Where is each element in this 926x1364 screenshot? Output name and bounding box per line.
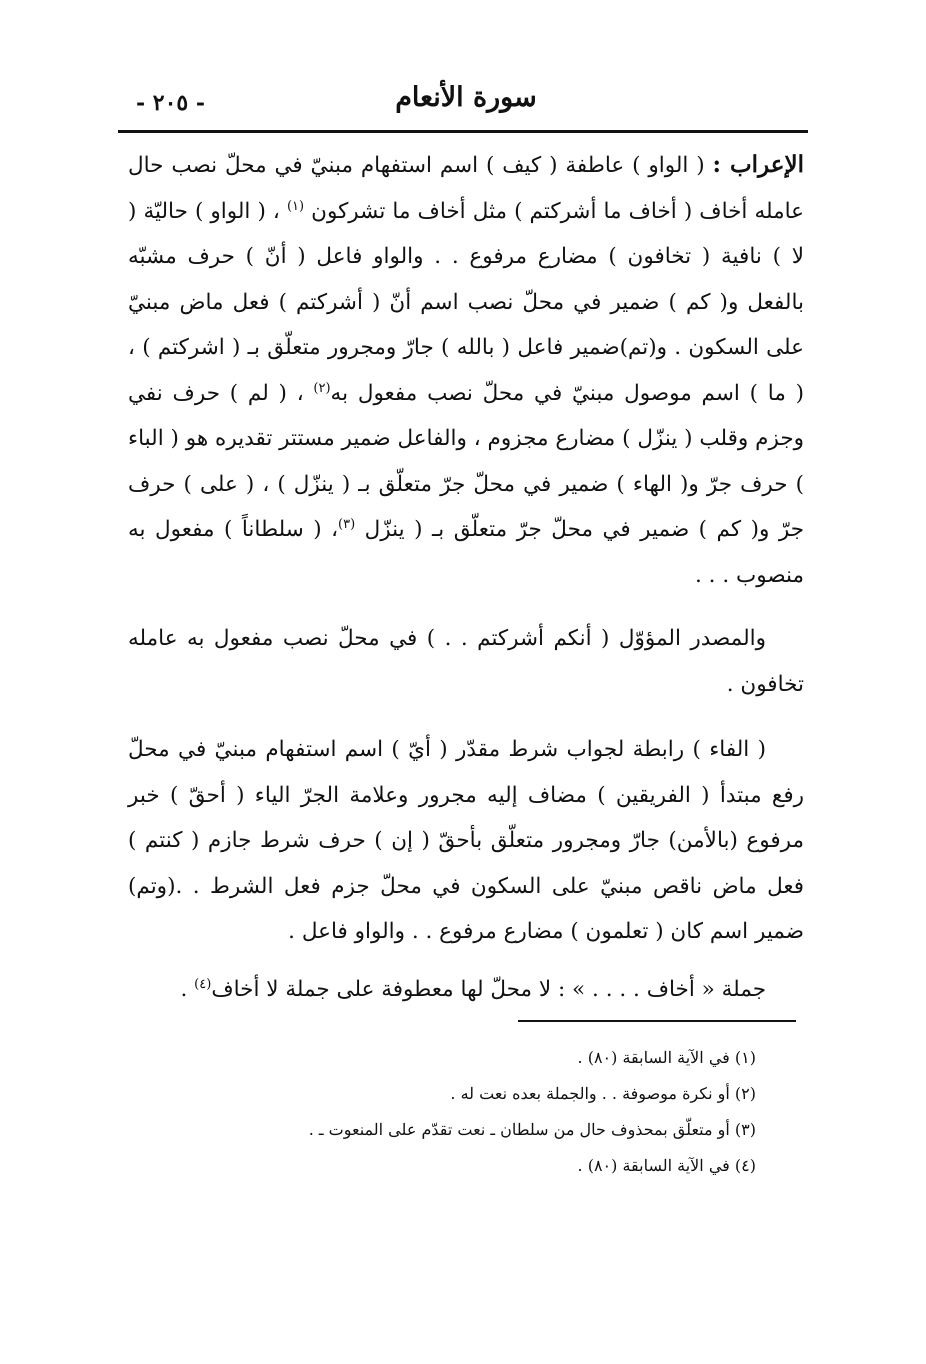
footnote-marker: (١) [286,198,305,214]
page-header [128,82,804,130]
paragraph-text: ( الواو ) عاطفة ( كيف ) اسم استفهام مبنيّ في محلّ نصب حال عامله أخاف ( أخاف ما أشركتم ) مثل أخاف ما تشركون [128,153,804,224]
paragraph-text: جملة « أخاف . . . . » : لا محلّ لها معطوفة على جملة لا أخاف [211,976,766,1002]
header-rule [118,130,808,133]
paragraph-jumla [128,967,804,1013]
footnote-4: (٤) في الآية السابقة (٨٠) . [577,1156,756,1175]
footnote-2: (٢) أو نكرة موصوفة . . والجملة بعده نعت له . [450,1084,756,1103]
paragraph-irab [128,142,804,598]
irab-heading: الإعراب : [712,151,804,178]
body-text [128,142,804,1012]
paragraph-text: ، ( سلطاناً ) مفعول به منصوب . . . [128,517,804,588]
footnotes [156,1040,756,1184]
paragraph-text: ، ( لم ) حرف نفي وجزم وقلب ( ينزّل ) مضارع مجزوم ، والفاعل ضمير مستتر تقديره هو ( الباء ) حرف جرّ و( الهاء ) ضمير في محلّ جرّ متعلّق بـ ( ينزّل ) ، ( على ) حرف جرّ و( كم ) ضمير في محلّ جرّ متعلّق بـ ( ينزّل [128,380,805,542]
paragraph-text: ، ( الواو ) حاليّة ( لا ) نافية ( تخافون ) مضارع مرفوع . . والواو فاعل ( أنّ ) حرف مشبّه بالفعل و( كم ) ضمير في محلّ نصب اسم أنّ ( أشركتم ) فعل ماض مبنيّ على السكون . و(تم)ضمير فاعل ( بالله ) جارّ ومجرور متعلّق بـ ( اشركتم ) ، ( ما ) اسم موصول مبنيّ في محلّ نصب مفعول به [128,198,804,406]
footnote-rule [518,1020,796,1022]
page-number: - ٢٠٥ - [136,90,206,116]
footnote-marker: (٤) [194,976,212,992]
footnote-1: (١) في الآية السابقة (٨٠) . [577,1048,756,1067]
footnote-marker: (٢) [313,380,331,396]
running-title: سورة الأنعام [395,82,537,113]
footnote-marker: (٣) [338,516,356,532]
paragraph-masdar: والمصدر المؤوّل ( أنكم أشركتم . . ) في محلّ نصب مفعول به عامله تخافون . [128,626,804,697]
paragraph-faa: ( الفاء ) رابطة لجواب شرط مقدّر ( أيّ ) اسم استفهام مبنيّ في محلّ رفع مبتدأ ( الفريقين ) مضاف إليه مجرور وعلامة الجرّ الياء ( أحقّ ) خبر مرفوع (بالأمن) جارّ ومجرور متعلّق بأحقّ ( إن ) حرف شرط جازم ( كنتم ) فعل ماض ناقص مبنيّ على السكون في محلّ جزم فعل الشرط . .(وتم) ضمير اسم كان ( تعلمون ) مضارع مرفوع . . والواو فاعل . [128,737,804,944]
footnote-3: (٣) أو متعلّق بمحذوف حال من سلطان ـ نعت تقدّم على المنعوت ـ . [308,1120,756,1139]
paragraph-text: . [180,976,195,1002]
